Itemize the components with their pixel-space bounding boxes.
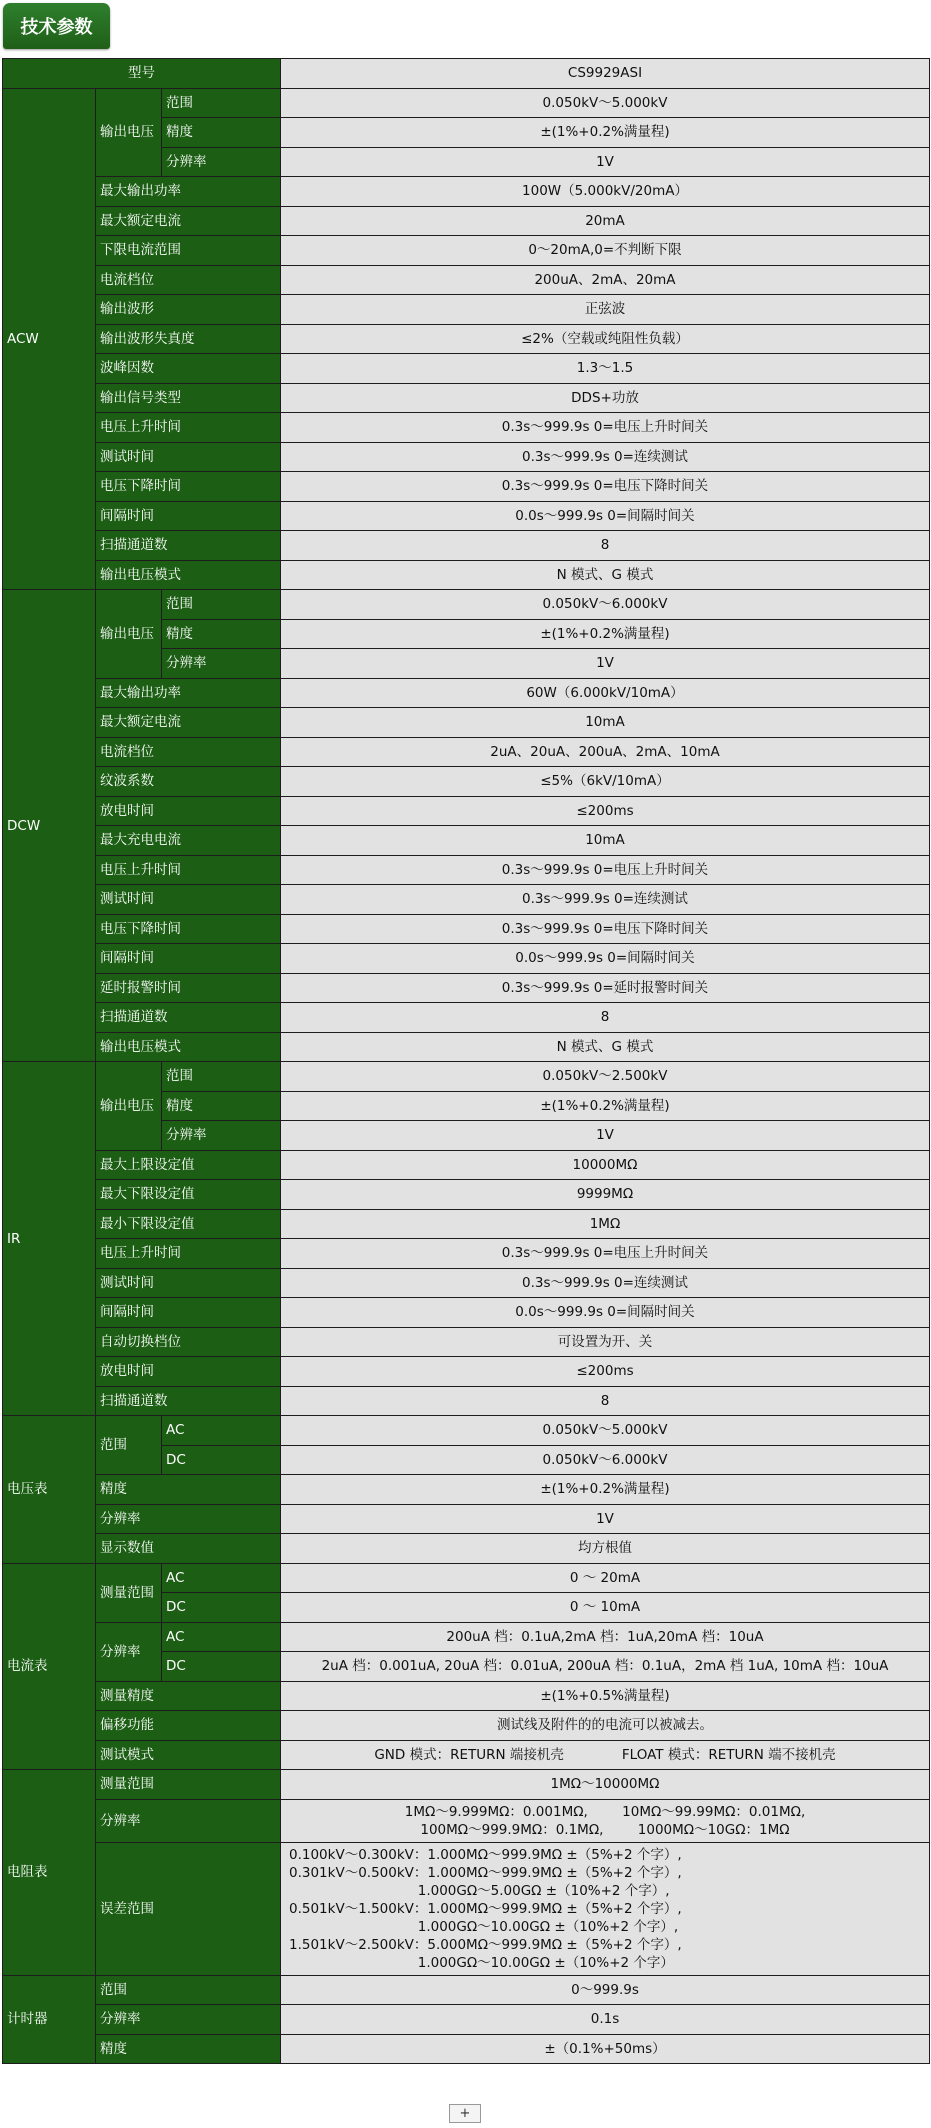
param-label: 电压下降时间 — [96, 472, 281, 502]
param-label: 电压上升时间 — [96, 855, 281, 885]
vmeter-row — [3, 1416, 930, 1446]
ameter-row — [3, 1622, 930, 1652]
ameter-row — [3, 1563, 930, 1593]
param-label: 最小下限设定值 — [96, 1209, 281, 1239]
accuracy-value: ±(1%+0.2%满量程) — [281, 619, 930, 649]
rmeter-row — [3, 1842, 930, 1975]
param-label: 输出波形 — [96, 295, 281, 325]
acw-row — [3, 531, 930, 561]
param-label: 输出电压模式 — [96, 1032, 281, 1062]
error-range-line: 0.501kV～1.500kV：1.000MΩ～999.9MΩ ±（5%+2 个字）, — [289, 1900, 682, 1917]
param-label: 电流档位 — [96, 265, 281, 295]
param-value: 0.3s～999.9s 0=连续测试 — [281, 1268, 930, 1298]
param-label: 自动切换档位 — [96, 1327, 281, 1357]
param-label: 输出波形失真度 — [96, 324, 281, 354]
vmeter-row — [3, 1475, 930, 1505]
param-label: 电流档位 — [96, 737, 281, 767]
section-title-tab[interactable]: 技术参数 — [3, 3, 110, 49]
param-label: 最大额定电流 — [96, 708, 281, 738]
dcw-row — [3, 590, 930, 620]
display-value: 均方根值 — [281, 1534, 930, 1564]
param-value: 10mA — [281, 708, 930, 738]
output-voltage-label: 输出电压 — [96, 590, 162, 679]
error-range-line: 1.000GΩ～10.00GΩ ±（10%+2 个字）, — [289, 1918, 679, 1935]
param-value: 2uA、20uA、200uA、2mA、10mA — [281, 737, 930, 767]
param-value: 0.0s～999.9s 0=间隔时间关 — [281, 1298, 930, 1328]
error-range-line: 1.501kV～2.500kV：5.000MΩ～999.9MΩ ±（5%+2 个字）, — [289, 1936, 682, 1953]
dcw-row — [3, 796, 930, 826]
dcw-row — [3, 944, 930, 974]
dcw-row — [3, 914, 930, 944]
acw-row — [3, 354, 930, 384]
param-value: 10mA — [281, 826, 930, 856]
accuracy-label: 精度 — [96, 1475, 281, 1505]
param-value: 1MΩ — [281, 1209, 930, 1239]
accuracy-value: ±(1%+0.5%满量程) — [281, 1681, 930, 1711]
dcw-row — [3, 973, 930, 1003]
param-label: 最大输出功率 — [96, 177, 281, 207]
acw-row — [3, 265, 930, 295]
param-label: 波峰因数 — [96, 354, 281, 384]
acw-row — [3, 88, 930, 118]
param-value: 1.3～1.5 — [281, 354, 930, 384]
range-label: 范围 — [162, 1062, 281, 1092]
resolution-label: 分辨率 — [96, 1622, 162, 1681]
resolution-value: 1V — [281, 1504, 930, 1534]
ir-row — [3, 1357, 930, 1387]
param-value: ≤2%（空载或纯阻性负载） — [281, 324, 930, 354]
param-label: 电压下降时间 — [96, 914, 281, 944]
range-label: 范围 — [96, 1975, 281, 2005]
accuracy-value: ±(1%+0.2%满量程) — [281, 1475, 930, 1505]
param-label: 最大上限设定值 — [96, 1150, 281, 1180]
param-label: 延时报警时间 — [96, 973, 281, 1003]
error-range-line: 0.301kV～0.500kV：1.000MΩ～999.9MΩ ±（5%+2 个字）, — [289, 1864, 682, 1881]
param-value: 0.3s～999.9s 0=电压下降时间关 — [281, 472, 930, 502]
accuracy-label: 精度 — [96, 2034, 281, 2064]
acw-row — [3, 442, 930, 472]
ac-label: AC — [162, 1416, 281, 1446]
display-label: 显示数值 — [96, 1534, 281, 1564]
range-value: 0.050kV～5.000kV — [281, 88, 930, 118]
dc-label: DC — [162, 1445, 281, 1475]
dcw-row — [3, 1003, 930, 1033]
dc-label: DC — [162, 1652, 281, 1682]
dcw-row — [3, 826, 930, 856]
param-label: 间隔时间 — [96, 944, 281, 974]
range-label: 范围 — [162, 88, 281, 118]
ir-row — [3, 1150, 930, 1180]
acw-row — [3, 177, 930, 207]
range-value: 0.050kV～6.000kV — [281, 590, 930, 620]
param-label: 最大额定电流 — [96, 206, 281, 236]
param-value: 0.3s～999.9s 0=延时报警时间关 — [281, 973, 930, 1003]
rmeter-row — [3, 1799, 930, 1842]
range-label: 范围 — [162, 590, 281, 620]
param-value: N 模式、G 模式 — [281, 1032, 930, 1062]
accuracy-value: ±（0.1%+50ms） — [281, 2034, 930, 2064]
test-mode-label: 测试模式 — [96, 1740, 281, 1770]
accuracy-label: 精度 — [162, 619, 281, 649]
test-mode-value — [281, 1740, 930, 1770]
dc-value: 0 ～ 10mA — [281, 1593, 930, 1623]
param-value: 10000MΩ — [281, 1150, 930, 1180]
param-value: ≤5%（6kV/10mA） — [281, 767, 930, 797]
accuracy-value: ±(1%+0.2%满量程) — [281, 1091, 930, 1121]
dcw-row — [3, 855, 930, 885]
ac-resolution-value: 200uA 档：0.1uA,2mA 档：1uA,20mA 档：10uA — [281, 1622, 930, 1652]
param-value: 0.3s～999.9s 0=电压下降时间关 — [281, 914, 930, 944]
resolution-value: 1V — [281, 649, 930, 679]
spec-table-body — [3, 59, 930, 2064]
param-label: 最大下限设定值 — [96, 1180, 281, 1210]
output-voltage-label: 输出电压 — [96, 1062, 162, 1151]
error-range-value — [281, 1842, 930, 1975]
range-value: 0～999.9s — [281, 1975, 930, 2005]
param-value: 8 — [281, 1003, 930, 1033]
range-label: 范围 — [96, 1416, 162, 1475]
param-label: 间隔时间 — [96, 1298, 281, 1328]
param-label: 最大输出功率 — [96, 678, 281, 708]
spec-table — [2, 58, 930, 2064]
param-label: 输出信号类型 — [96, 383, 281, 413]
rmeter-row — [3, 1770, 930, 1800]
param-value: 0～20mA,0=不判断下限 — [281, 236, 930, 266]
param-value: 0.0s～999.9s 0=间隔时间关 — [281, 501, 930, 531]
accuracy-label: 精度 — [162, 118, 281, 148]
param-value: 0.3s～999.9s 0=电压上升时间关 — [281, 855, 930, 885]
param-value: 200uA、2mA、20mA — [281, 265, 930, 295]
param-label: 纹波系数 — [96, 767, 281, 797]
vmeter-row — [3, 1504, 930, 1534]
acw-row — [3, 560, 930, 590]
ir-row — [3, 1062, 930, 1092]
param-label: 放电时间 — [96, 1357, 281, 1387]
ameter-row — [3, 1711, 930, 1741]
param-value: 9999MΩ — [281, 1180, 930, 1210]
timer-row — [3, 1975, 930, 2005]
dcw-row — [3, 678, 930, 708]
param-label: 测试时间 — [96, 1268, 281, 1298]
param-value: 0.3s～999.9s 0=电压上升时间关 — [281, 1239, 930, 1269]
ameter-category: 电流表 — [3, 1563, 96, 1770]
ir-row — [3, 1327, 930, 1357]
param-label: 下限电流范围 — [96, 236, 281, 266]
param-label: 放电时间 — [96, 796, 281, 826]
resolution-value: 1V — [281, 1121, 930, 1151]
acw-row — [3, 236, 930, 266]
error-range-line: 1.000GΩ～10.00GΩ ±（10%+2 个字） — [289, 1954, 674, 1971]
measure-range-label: 测量范围 — [96, 1770, 281, 1800]
acw-row — [3, 413, 930, 443]
model-label: 型号 — [3, 59, 281, 89]
param-value: DDS+功放 — [281, 383, 930, 413]
param-value: 可设置为开、关 — [281, 1327, 930, 1357]
ir-row — [3, 1268, 930, 1298]
vmeter-category: 电压表 — [3, 1416, 96, 1564]
timer-row — [3, 2034, 930, 2064]
param-value: N 模式、G 模式 — [281, 560, 930, 590]
ir-row — [3, 1239, 930, 1269]
param-label: 间隔时间 — [96, 501, 281, 531]
param-label: 扫描通道数 — [96, 1386, 281, 1416]
param-value: 0.3s～999.9s 0=电压上升时间关 — [281, 413, 930, 443]
resolution-value: 0.1s — [281, 2005, 930, 2035]
dc-label: DC — [162, 1593, 281, 1623]
acw-row — [3, 383, 930, 413]
timer-row — [3, 2005, 930, 2035]
resolution-label: 分辨率 — [96, 1799, 281, 1842]
timer-category: 计时器 — [3, 1975, 96, 2064]
param-value: 20mA — [281, 206, 930, 236]
error-range-label: 误差范围 — [96, 1842, 281, 1975]
resolution-label: 分辨率 — [96, 2005, 281, 2035]
param-value: 正弦波 — [281, 295, 930, 325]
param-label: 测试时间 — [96, 442, 281, 472]
resolution-label: 分辨率 — [162, 1121, 281, 1151]
ir-category: IR — [3, 1062, 96, 1416]
resolution-value — [281, 1799, 930, 1842]
model-value: CS9929ASI — [281, 59, 930, 89]
ac-label: AC — [162, 1622, 281, 1652]
header-row — [3, 59, 930, 89]
param-label: 扫描通道数 — [96, 1003, 281, 1033]
param-value: 100W（5.000kV/20mA） — [281, 177, 930, 207]
ac-label: AC — [162, 1563, 281, 1593]
acw-row — [3, 295, 930, 325]
resolution-label: 分辨率 — [162, 649, 281, 679]
param-value: ≤200ms — [281, 796, 930, 826]
dcw-row — [3, 708, 930, 738]
offset-label: 偏移功能 — [96, 1711, 281, 1741]
param-value: 8 — [281, 1386, 930, 1416]
dc-value: 0.050kV～6.000kV — [281, 1445, 930, 1475]
ameter-row — [3, 1740, 930, 1770]
ir-row — [3, 1180, 930, 1210]
param-value: 0.0s～999.9s 0=间隔时间关 — [281, 944, 930, 974]
param-label: 最大充电电流 — [96, 826, 281, 856]
vmeter-row — [3, 1534, 930, 1564]
param-value: 0.3s～999.9s 0=连续测试 — [281, 442, 930, 472]
param-label: 电压上升时间 — [96, 413, 281, 443]
acw-row — [3, 501, 930, 531]
ameter-row — [3, 1681, 930, 1711]
float-mode-text: FLOAT 模式：RETURN 端不接机壳 — [621, 1746, 836, 1763]
ir-row — [3, 1298, 930, 1328]
dcw-row — [3, 885, 930, 915]
accuracy-label: 精度 — [162, 1091, 281, 1121]
output-voltage-label: 输出电压 — [96, 88, 162, 177]
measure-range-value: 1MΩ～10000MΩ — [281, 1770, 930, 1800]
resolution-line: 1MΩ～9.999MΩ：0.001MΩ, 10MΩ～99.99MΩ：0.01MΩ, — [404, 1803, 806, 1820]
param-value: ≤200ms — [281, 1357, 930, 1387]
resolution-line: 100MΩ～999.9MΩ：0.1MΩ, 1000MΩ～10GΩ：1MΩ — [420, 1821, 790, 1838]
ac-value: 0 ～ 20mA — [281, 1563, 930, 1593]
param-value: 60W（6.000kV/10mA） — [281, 678, 930, 708]
acw-row — [3, 472, 930, 502]
param-value: 8 — [281, 531, 930, 561]
gnd-mode-text: GND 模式：RETURN 端接机壳 — [374, 1746, 564, 1763]
dc-resolution-value: 2uA 档：0.001uA, 20uA 档：0.01uA, 200uA 档：0.1uA，2mA 档 1uA, 10mA 档：10uA — [281, 1652, 930, 1682]
param-label: 扫描通道数 — [96, 531, 281, 561]
accuracy-value: ±(1%+0.2%满量程) — [281, 118, 930, 148]
accuracy-label: 测量精度 — [96, 1681, 281, 1711]
param-label: 电压上升时间 — [96, 1239, 281, 1269]
ir-row — [3, 1209, 930, 1239]
resolution-label: 分辨率 — [162, 147, 281, 177]
error-range-line: 1.000GΩ～5.00GΩ ±（10%+2 个字）, — [289, 1882, 670, 1899]
dcw-row — [3, 1032, 930, 1062]
param-value: 0.3s～999.9s 0=连续测试 — [281, 885, 930, 915]
measure-range-label: 测量范围 — [96, 1563, 162, 1622]
param-label: 测试时间 — [96, 885, 281, 915]
ir-row — [3, 1386, 930, 1416]
acw-row — [3, 324, 930, 354]
dcw-row — [3, 767, 930, 797]
error-range-line: 0.100kV～0.300kV：1.000MΩ～999.9MΩ ±（5%+2 个字）, — [289, 1846, 682, 1863]
range-value: 0.050kV～2.500kV — [281, 1062, 930, 1092]
acw-category: ACW — [3, 88, 96, 590]
rmeter-category: 电阻表 — [3, 1770, 96, 1976]
param-label: 输出电压模式 — [96, 560, 281, 590]
offset-value: 测试线及附件的的电流可以被减去。 — [281, 1711, 930, 1741]
resolution-label: 分辨率 — [96, 1504, 281, 1534]
resolution-value: 1V — [281, 147, 930, 177]
expand-button[interactable]: + — [449, 2104, 481, 2123]
dcw-row — [3, 737, 930, 767]
acw-row — [3, 206, 930, 236]
dcw-category: DCW — [3, 590, 96, 1062]
ac-value: 0.050kV～5.000kV — [281, 1416, 930, 1446]
